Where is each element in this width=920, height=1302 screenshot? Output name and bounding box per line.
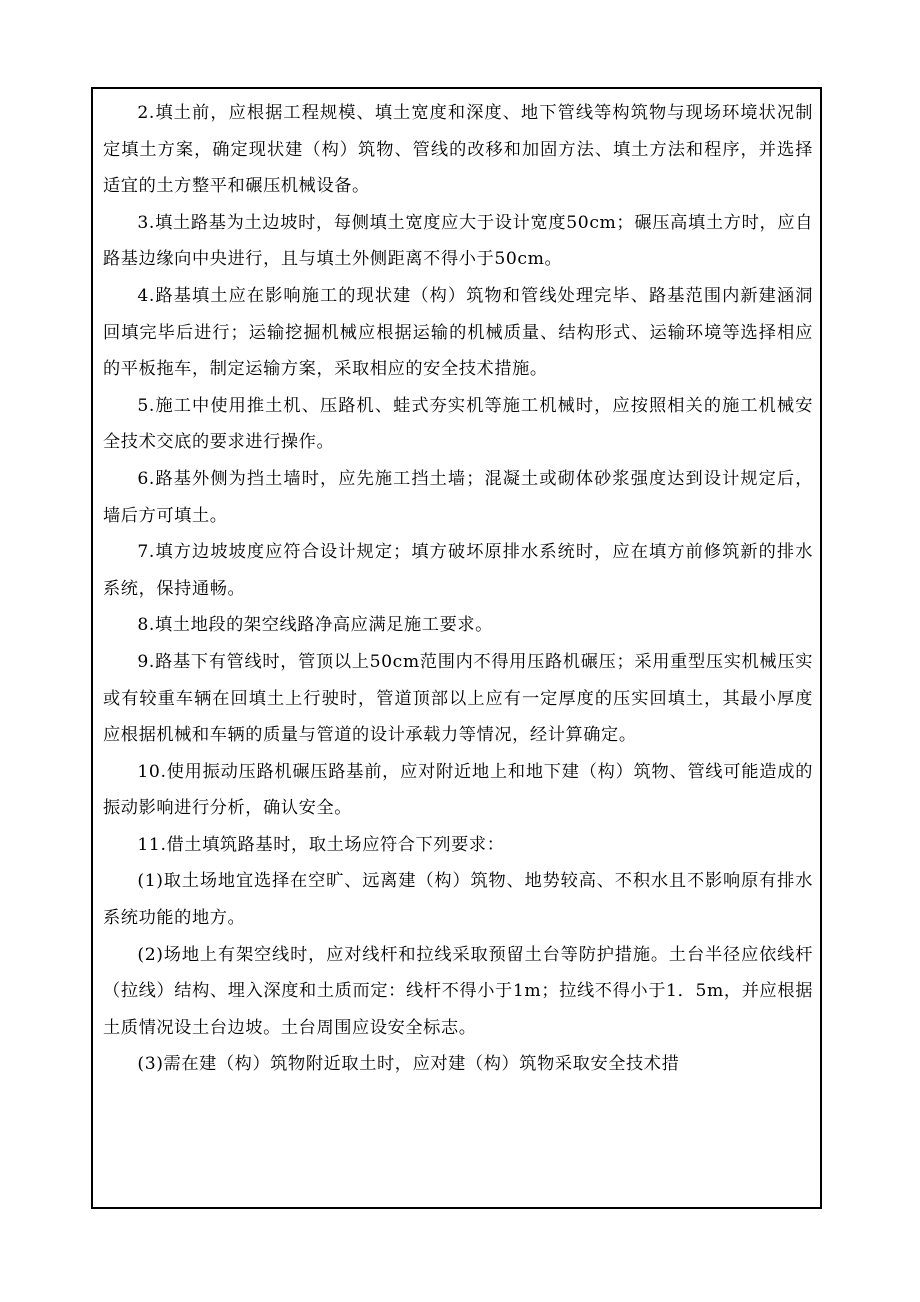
document-body xyxy=(103,95,813,1082)
paragraph-11: 11.借土填筑路基时，取土场应符合下列要求： xyxy=(137,834,505,855)
paragraph-11-1: (1)取土场地宜选择在空旷、远离建（构）筑物、地势较高、不积水且不影响原有排水系统功能的地方。 xyxy=(103,871,813,929)
paragraph-11-2: (2)场地上有架空线时，应对线杆和拉线采取预留土台等防护措施。土台半径应依线杆（拉线）结构、埋入深度和土质而定：线杆不得小于1m；拉线不得小于1．5m，并应根据土质情况设土台边坡。土台周围应设安全标志。 xyxy=(103,944,813,1038)
document-table-cell xyxy=(91,87,822,1209)
paragraph-5: 5.施工中使用推土机、压路机、蛙式夯实机等施工机械时，应按照相关的施工机械安全技术交底的要求进行操作。 xyxy=(103,395,813,453)
paragraph-6: 6.路基外侧为挡土墙时，应先施工挡土墙；混凝土或砌体砂浆强度达到设计规定后，墙后方可填土。 xyxy=(103,468,813,526)
paragraph-4: 4.路基填土应在影响施工的现状建（构）筑物和管线处理完毕、路基范围内新建涵洞回填完毕后进行；运输挖掘机械应根据运输的机械质量、结构形式、运输环境等选择相应的平板拖车，制定运输方案，采取相应的安全技术措施。 xyxy=(103,285,813,380)
paragraph-3: 3.填土路基为土边坡时，每侧填土宽度应大于设计宽度50cm；碾压高填土方时，应自路基边缘向中央进行，且与填土外侧距离不得小于50cm。 xyxy=(103,212,813,270)
paragraph-7: 7.填方边坡坡度应符合设计规定；填方破坏原排水系统时，应在填方前修筑新的排水系统，保持通畅。 xyxy=(103,542,813,599)
paragraph-8: 8.填土地段的架空线路净高应满足施工要求。 xyxy=(137,615,493,636)
paragraph-11-3: (3)需在建（构）筑物附近取土时，应对建（构）筑物采取安全技术措 xyxy=(137,1054,680,1075)
paragraph-9: 9.路基下有管线时，管顶以上50cm范围内不得用压路机碾压；采用重型压实机械压实或有较重车辆在回填土上行驶时，管道顶部以上应有一定厚度的压实回填土，其最小厚度应根据机械和车辆的质量与管道的设计承载力等情况，经计算确定。 xyxy=(103,651,813,746)
paragraph-2: 2.填土前，应根据工程规模、填土宽度和深度、地下管线等构筑物与现场环境状况制定填土方案，确定现状建（构）筑物、管线的改移和加固方法、填土方法和程序，并选择适宜的土方整平和碾压机械设备。 xyxy=(103,103,813,197)
paragraph-10: 10.使用振动压路机碾压路基前，应对附近地上和地下建（构）筑物、管线可能造成的振动影响进行分析，确认安全。 xyxy=(103,761,813,819)
